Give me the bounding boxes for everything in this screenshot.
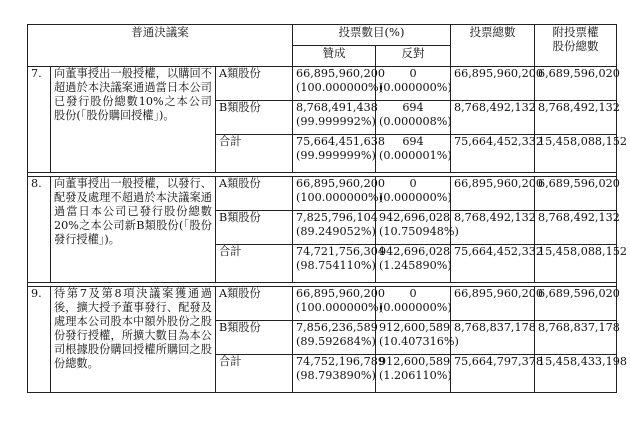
against-percent: (0.000000%) — [379, 191, 452, 204]
against-percent: (10.407316%) — [379, 335, 459, 348]
for-percent: (100.000000%) — [296, 191, 383, 204]
resolution-number: 7. — [28, 67, 51, 173]
share-class: B類股份 — [216, 101, 293, 135]
resolution-text: 待第7及第8項決議案獲通過後，擴大授予董事發行、配發及處理本公司股本中額外股份之股份發行授權，所擴大數目為本公司根據股份購回授權所購回之股份總數。 — [51, 287, 216, 393]
against-votes: 0 — [409, 287, 417, 300]
against-cell — [376, 245, 451, 283]
resolution-number: 8. — [28, 177, 51, 283]
attached-shares: 8,768,492,132 — [535, 211, 617, 245]
total-votes: 75,664,797,378 — [451, 355, 535, 393]
votes-group-header: 投票數目(%) — [293, 25, 451, 46]
attached-header-line1: 附投票權 — [552, 25, 599, 39]
against-votes: 942,696,028 — [379, 211, 451, 224]
against-votes: 912,600,589 — [379, 321, 451, 334]
against-votes: 942,696,028 — [379, 245, 451, 258]
for-cell — [293, 211, 376, 245]
for-cell — [293, 101, 376, 135]
for-votes: 66,895,960,200 — [296, 287, 385, 300]
against-percent: (0.000000%) — [379, 301, 452, 314]
attached-shares: 6,689,596,020 — [535, 177, 617, 211]
resolution-header: 普通決議案 — [28, 25, 293, 67]
against-votes: 912,600,589 — [379, 355, 451, 368]
for-votes: 7,856,236,589 — [296, 321, 378, 334]
resolution-text: 向董事授出一般授權，以發行、配發及處理不超過於本決議案通過當日本公司已發行股份總數20%之本公司新B類股份(「股份發行授權」)。 — [51, 177, 216, 283]
against-cell — [376, 355, 451, 393]
share-class: A類股份 — [216, 67, 293, 101]
for-cell — [293, 245, 385, 283]
against-cell — [376, 321, 459, 355]
resolution-text: 向董事授出一般授權，以購回不超過於本決議案通過當日本公司已發行股份總數10%之本公司股份(「股份購回授權」)。 — [51, 67, 216, 173]
for-percent: (89.249052%) — [296, 225, 376, 238]
total-votes: 75,664,452,332 — [451, 135, 535, 173]
attached-shares: 8,768,492,132 — [535, 101, 617, 135]
against-cell — [376, 101, 451, 135]
for-votes: 66,895,960,200 — [296, 67, 385, 80]
for-percent: (100.000000%) — [296, 81, 383, 94]
total-votes: 66,895,960,200 — [451, 177, 535, 211]
share-class: 合計 — [216, 355, 293, 393]
for-cell — [293, 177, 385, 211]
attached-shares: 6,689,596,020 — [535, 67, 617, 101]
against-percent: (0.000000%) — [379, 81, 452, 94]
against-votes: 694 — [402, 135, 424, 148]
against-percent: (1.206110%) — [379, 369, 452, 382]
for-cell — [293, 355, 385, 393]
attached-header-line2: 股份總數 — [552, 39, 599, 53]
table-row — [28, 177, 617, 211]
for-percent: (99.999999%) — [296, 149, 376, 162]
share-class: A類股份 — [216, 177, 293, 211]
total-votes: 75,664,452,332 — [451, 245, 535, 283]
against-votes: 0 — [409, 67, 417, 80]
total-votes: 66,895,960,200 — [451, 287, 535, 321]
attached-shares: 15,458,433,198 — [535, 355, 617, 393]
against-percent: (0.000008%) — [379, 115, 452, 128]
against-cell — [376, 67, 451, 101]
share-class: 合計 — [216, 135, 293, 173]
against-cell — [376, 135, 451, 173]
total-votes: 8,768,492,132 — [451, 101, 535, 135]
attached-shares: 8,768,837,178 — [535, 321, 617, 355]
for-percent: (98.793890%) — [296, 369, 376, 382]
table-row — [28, 287, 617, 321]
for-cell — [293, 321, 376, 355]
for-percent: (100.000000%) — [296, 301, 383, 314]
for-percent: (89.592684%) — [296, 335, 376, 348]
for-votes: 74,752,196,789 — [296, 355, 385, 368]
total-votes-header: 投票總數 — [451, 25, 535, 67]
total-votes: 66,895,960,200 — [451, 67, 535, 101]
header-row-top — [28, 25, 617, 46]
against-votes: 694 — [402, 101, 424, 114]
resolutions-body — [28, 67, 627, 393]
for-votes: 74,721,756,304 — [296, 245, 385, 258]
against-percent: (10.750948%) — [379, 225, 459, 238]
for-votes: 75,664,451,638 — [296, 135, 385, 148]
for-votes: 66,895,960,200 — [296, 177, 385, 190]
for-votes: 7,825,796,104 — [296, 211, 378, 224]
attached-shares: 15,458,088,152 — [535, 135, 617, 173]
for-votes: 8,768,491,438 — [296, 101, 378, 114]
attached-shares-header — [535, 25, 617, 67]
share-class: B類股份 — [216, 211, 293, 245]
share-class: A類股份 — [216, 287, 293, 321]
resolution-number: 9. — [28, 287, 51, 393]
for-percent: (99.999992%) — [296, 115, 376, 128]
share-class: B類股份 — [216, 321, 293, 355]
total-votes: 8,768,492,132 — [451, 211, 535, 245]
against-cell — [376, 287, 451, 321]
against-percent: (0.000001%) — [379, 149, 452, 162]
against-cell — [376, 177, 451, 211]
against-percent: (1.245890%) — [379, 259, 452, 272]
total-votes: 8,768,837,178 — [451, 321, 535, 355]
against-cell — [376, 211, 459, 245]
table-row — [28, 67, 617, 101]
attached-shares: 15,458,088,152 — [535, 245, 617, 283]
share-class: 合計 — [216, 245, 293, 283]
voting-results-table — [27, 24, 627, 393]
against-votes: 0 — [409, 177, 417, 190]
for-cell — [293, 287, 385, 321]
for-cell — [293, 135, 385, 173]
for-header: 贊成 — [293, 46, 376, 67]
against-header: 反對 — [376, 46, 451, 67]
for-percent: (98.754110%) — [296, 259, 376, 272]
voting-results-sheet — [27, 24, 627, 393]
attached-shares: 6,689,596,020 — [535, 287, 617, 321]
for-cell — [293, 67, 385, 101]
